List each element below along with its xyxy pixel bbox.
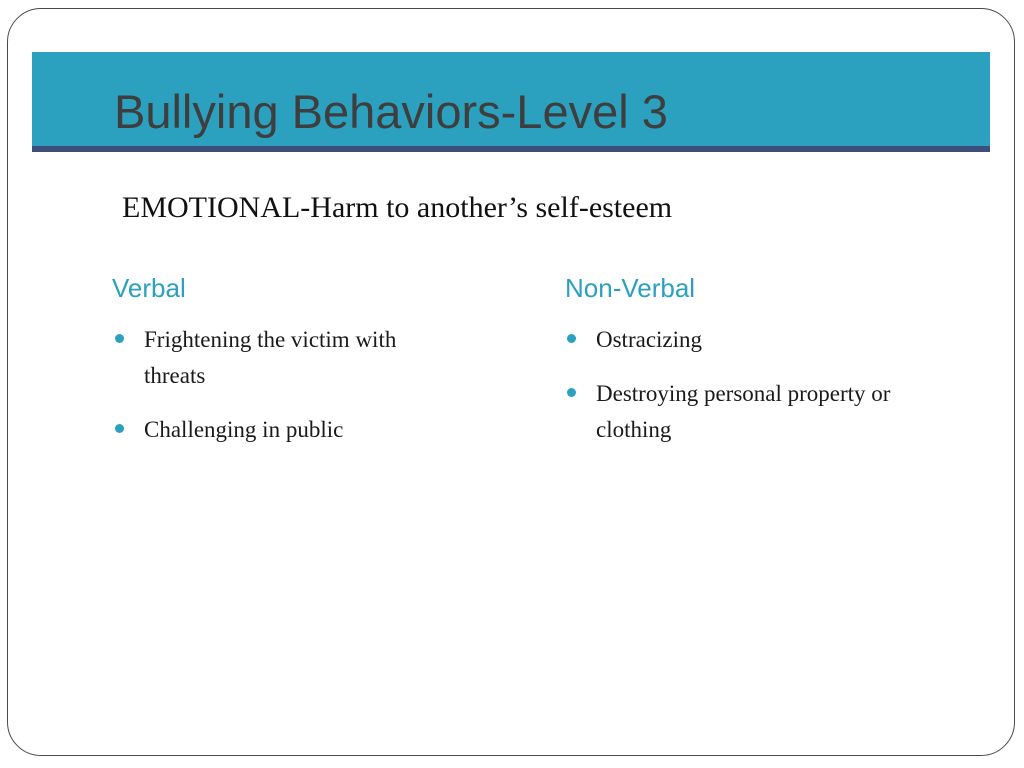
non-verbal-heading: Non-Verbal bbox=[565, 273, 696, 303]
verbal-list bbox=[113, 322, 458, 466]
list-item-text: Destroying personal property or clothing bbox=[596, 381, 891, 442]
list-item bbox=[565, 376, 965, 448]
bullet-icon bbox=[115, 334, 124, 343]
list-item-text: Ostracizing bbox=[596, 327, 703, 352]
slide-subtitle: EMOTIONAL-Harm to another’s self-esteem bbox=[122, 191, 673, 224]
slide-title: Bullying Behaviors-Level 3 bbox=[114, 85, 668, 138]
list-item-text: Challenging in public bbox=[144, 417, 344, 442]
list-item bbox=[113, 412, 458, 448]
list-item bbox=[565, 322, 965, 358]
title-divider bbox=[32, 146, 990, 152]
list-item bbox=[113, 322, 458, 394]
bullet-icon bbox=[567, 388, 576, 397]
list-item-text: Frightening the victim with threats bbox=[144, 327, 397, 388]
non-verbal-list bbox=[565, 322, 965, 466]
bullet-icon bbox=[567, 334, 576, 343]
bullet-icon bbox=[115, 424, 124, 433]
verbal-heading: Verbal bbox=[112, 273, 186, 303]
